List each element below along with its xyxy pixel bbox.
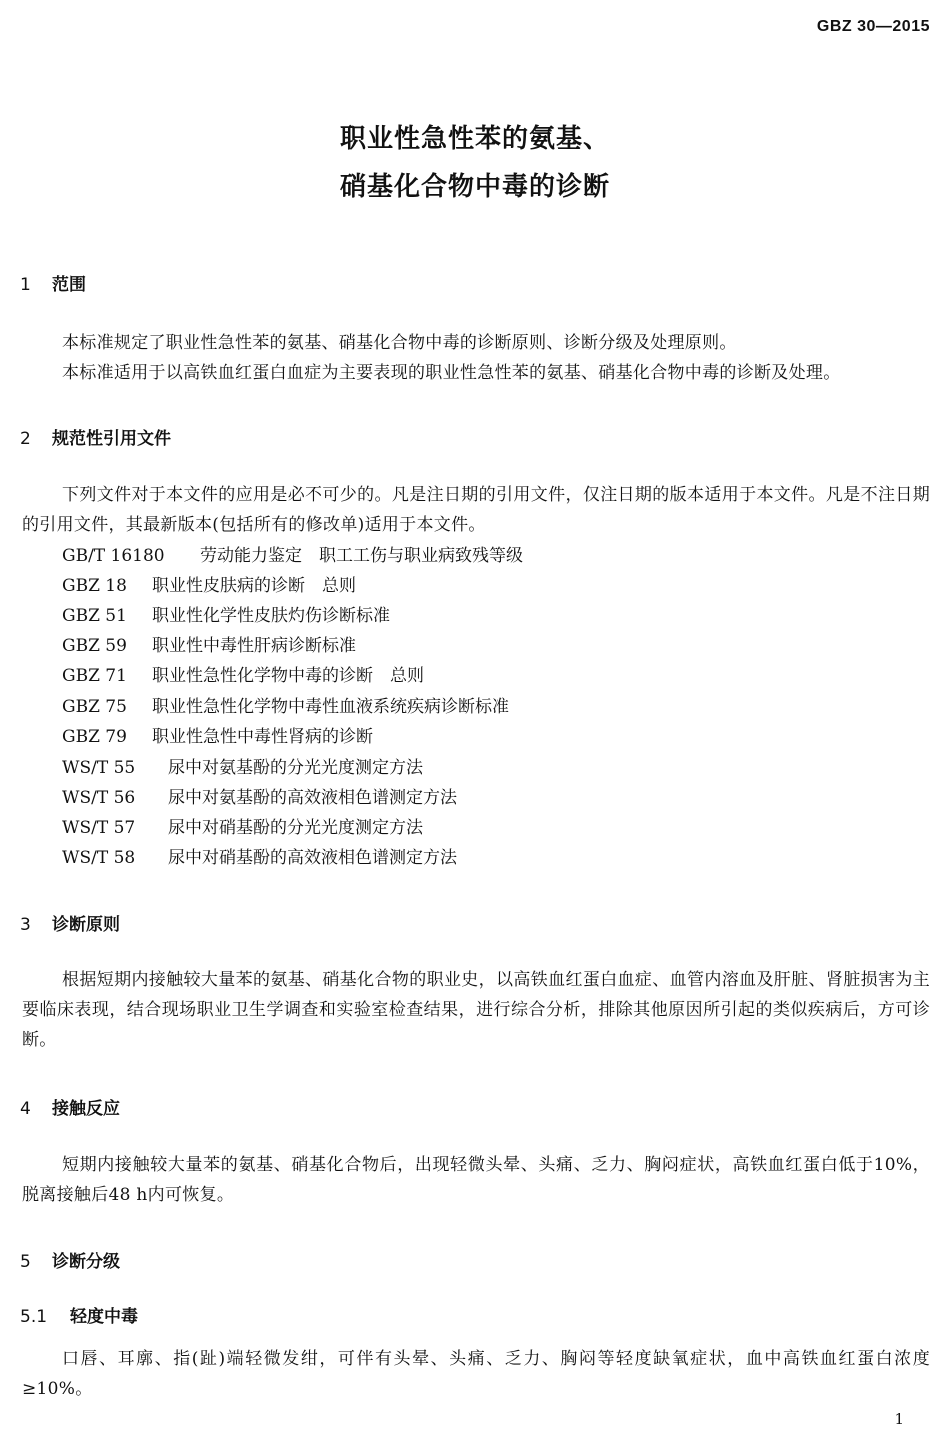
reference-title: 尿中对硝基酚的分光光度测定方法	[168, 818, 423, 838]
reference-code: GBZ 79	[62, 727, 127, 747]
section-heading-5	[20, 1247, 120, 1272]
reference-item	[62, 631, 356, 661]
document-title-line1: 职业性急性苯的氨基、	[339, 124, 610, 154]
page-number: 1	[894, 1410, 904, 1428]
reference-title: 职业性化学性皮肤灼伤诊断标准	[152, 606, 390, 626]
section-title: 规范性引用文件	[52, 429, 171, 449]
section-heading-3	[20, 910, 120, 935]
reference-item	[62, 661, 424, 691]
reference-code: GBZ 51	[62, 606, 127, 626]
reference-code: GBZ 59	[62, 636, 127, 656]
reference-code: WS/T 57	[62, 818, 136, 838]
section-1-paragraph-2: 本标准适用于以高铁血红蛋白血症为主要表现的职业性急性苯的氨基、硝基化合物中毒的诊断及处理。	[62, 363, 841, 383]
section-heading-4	[20, 1094, 120, 1119]
reference-code: WS/T 55	[62, 758, 136, 778]
section-4-paragraph: 短期内接触较大量苯的氨基、硝基化合物后，出现轻微头晕、头痛、乏力、胸闷症状，高铁血红蛋白低于10%，脱离接触后48 h内可恢复。	[22, 1155, 930, 1205]
section-title: 范围	[52, 275, 86, 295]
section-number: 4	[20, 1099, 31, 1119]
reference-item	[62, 783, 457, 813]
reference-code: WS/T 56	[62, 788, 136, 808]
section-heading-5-1	[20, 1302, 138, 1327]
section-title: 轻度中毒	[70, 1307, 138, 1327]
section-title: 诊断分级	[52, 1252, 120, 1272]
reference-item	[62, 541, 523, 571]
section-number: 3	[20, 915, 31, 935]
reference-title: 职业性急性化学物中毒性血液系统疾病诊断标准	[152, 697, 509, 717]
reference-item	[62, 722, 373, 752]
reference-item	[62, 843, 457, 873]
reference-title: 职业性急性中毒性肾病的诊断	[152, 727, 373, 747]
reference-code: GBZ 75	[62, 697, 127, 717]
section-number: 1	[20, 275, 31, 295]
section-1-paragraph-1: 本标准规定了职业性急性苯的氨基、硝基化合物中毒的诊断原则、诊断分级及处理原则。	[62, 333, 737, 353]
reference-title: 职业性皮肤病的诊断 总则	[152, 576, 356, 596]
section-title: 接触反应	[52, 1099, 120, 1119]
reference-item	[62, 692, 509, 722]
reference-item	[62, 571, 356, 601]
section-2-intro: 下列文件对于本文件的应用是必不可少的。凡是注日期的引用文件，仅注日期的版本适用于本文件。凡是不注日期的引用文件，其最新版本(包括所有的修改单)适用于本文件。	[22, 485, 930, 535]
section-title: 诊断原则	[52, 915, 120, 935]
section-number: 5.1	[20, 1307, 48, 1327]
section-heading-2	[20, 424, 171, 449]
reference-code: GBZ 71	[62, 666, 127, 686]
reference-item	[62, 753, 423, 783]
section-number: 2	[20, 429, 31, 449]
reference-title: 尿中对硝基酚的高效液相色谱测定方法	[168, 848, 457, 868]
standard-code: GBZ 30—2015	[816, 18, 930, 35]
reference-title: 职业性中毒性肝病诊断标准	[152, 636, 356, 656]
section-heading-1	[20, 270, 86, 295]
reference-title: 尿中对氨基酚的高效液相色谱测定方法	[168, 788, 457, 808]
reference-title: 职业性急性化学物中毒的诊断 总则	[152, 666, 424, 686]
section-3-paragraph: 根据短期内接触较大量苯的氨基、硝基化合物的职业史，以高铁血红蛋白血症、血管内溶血及肝脏、肾脏损害为主要临床表现，结合现场职业卫生学调查和实验室检查结果，进行综合分析，排除其他原因所引起的类似疾病后，方可诊断。	[22, 970, 930, 1050]
reference-title: 劳动能力鉴定 职工工伤与职业病致残等级	[200, 546, 523, 566]
reference-code: WS/T 58	[62, 848, 136, 868]
reference-code: GB/T 16180	[62, 546, 165, 566]
reference-item	[62, 601, 390, 631]
reference-title: 尿中对氨基酚的分光光度测定方法	[168, 758, 423, 778]
reference-item	[62, 813, 423, 843]
section-number: 5	[20, 1252, 31, 1272]
document-title-line2: 硝基化合物中毒的诊断	[339, 172, 610, 202]
reference-code: GBZ 18	[62, 576, 127, 596]
section-5-1-paragraph: 口唇、耳廓、指(趾)端轻微发绀，可伴有头晕、头痛、乏力、胸闷等轻度缺氧症状，血中高铁血红蛋白浓度≥10%。	[22, 1349, 930, 1399]
